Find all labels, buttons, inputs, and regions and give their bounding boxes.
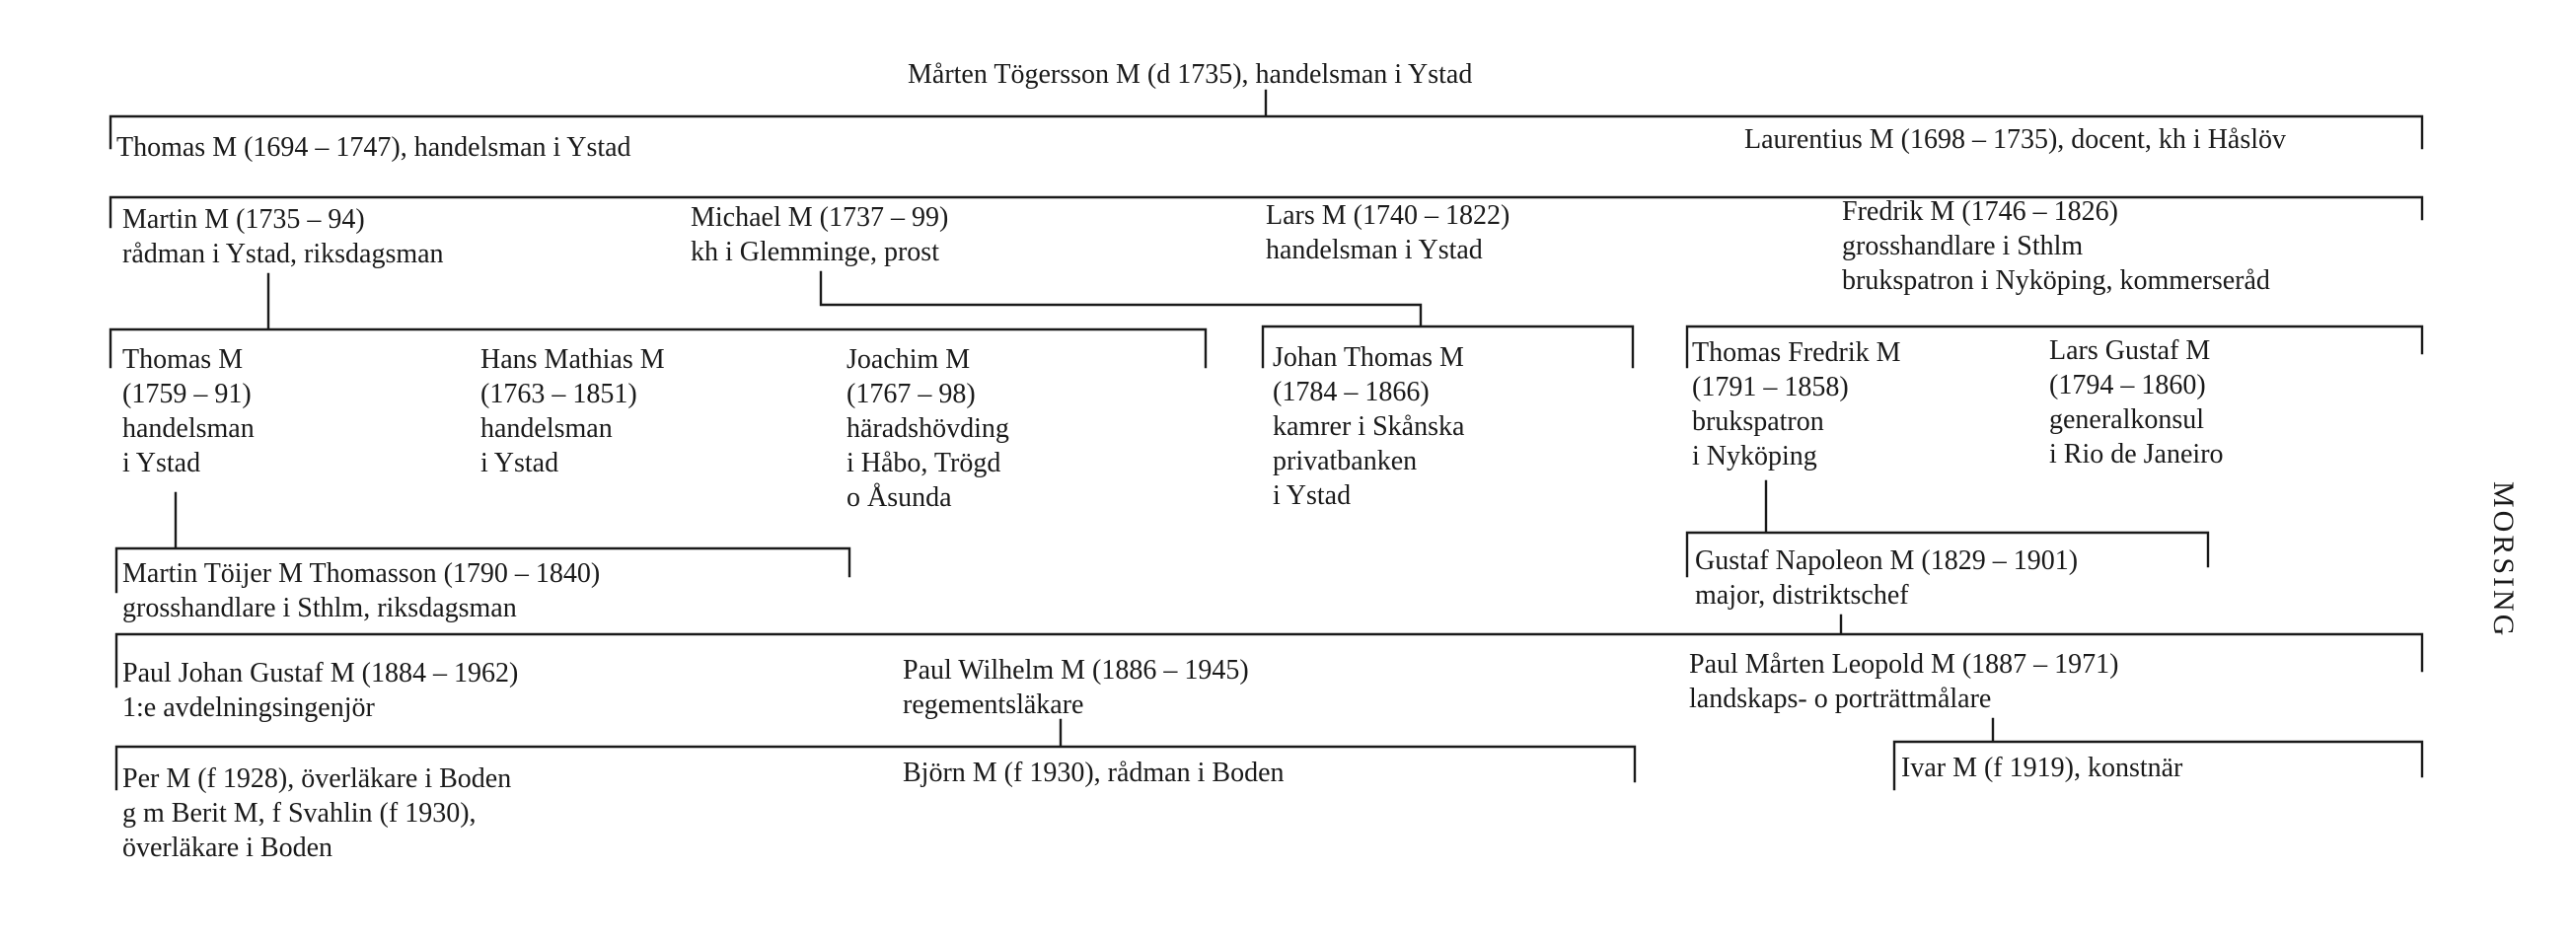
node-text-line: 1:e avdelningsingenjör bbox=[122, 692, 375, 723]
node-fredrik bbox=[1842, 194, 2270, 298]
node-text-line: Paul Wilhelm M (1886 – 1945) bbox=[903, 655, 1249, 686]
node-text-line: (1794 – 1860) bbox=[2049, 370, 2206, 400]
node-text-line: Mårten Tögersson M (d 1735), handelsman i Ystad bbox=[908, 59, 1473, 90]
node-text-line: i Ystad bbox=[480, 448, 559, 478]
node-text-line: Joachim M bbox=[846, 344, 971, 375]
node-text-line: handelsman bbox=[480, 413, 613, 444]
node-text-line: Martin M (1735 – 94) bbox=[122, 204, 365, 235]
node-michael bbox=[691, 200, 948, 269]
node-text-line: Per M (f 1928), överläkare i Boden bbox=[122, 763, 512, 794]
node-gustaf-napoleon bbox=[1695, 543, 2078, 613]
node-text-line: (1759 – 91) bbox=[122, 379, 252, 409]
node-martin-1735 bbox=[122, 202, 444, 271]
node-text-line: kamrer i Skånska bbox=[1273, 411, 1465, 442]
node-text-line: kh i Glemminge, prost bbox=[691, 237, 939, 267]
node-text-line: Thomas M (1694 – 1747), handelsman i Ystad bbox=[116, 132, 631, 163]
node-thomas-1759 bbox=[122, 342, 255, 480]
node-text-line: handelsman i Ystad bbox=[1266, 235, 1483, 265]
node-text-line: Gustaf Napoleon M (1829 – 1901) bbox=[1695, 545, 2079, 576]
node-per bbox=[122, 761, 511, 865]
node-paul-johan-gustaf bbox=[122, 656, 518, 725]
node-text-line: brukspatron bbox=[1692, 406, 1824, 437]
node-text-line: Thomas Fredrik M bbox=[1692, 337, 1901, 368]
node-text-line: Hans Mathias M bbox=[480, 344, 665, 375]
node-text-line: häradshövding bbox=[846, 413, 1009, 444]
node-thomas-1694 bbox=[116, 130, 631, 165]
node-paul-marten-leopold bbox=[1689, 647, 2119, 716]
node-text-line: o Åsunda bbox=[846, 482, 952, 513]
node-text-line: Martin Töijer M Thomasson (1790 – 1840) bbox=[122, 558, 601, 589]
node-text-line: Lars Gustaf M bbox=[2049, 335, 2211, 366]
node-lars-gustaf bbox=[2049, 333, 2224, 471]
node-text-line: (1763 – 1851) bbox=[480, 379, 637, 409]
node-text-line: (1791 – 1858) bbox=[1692, 372, 1849, 402]
node-lars-1740 bbox=[1266, 198, 1509, 267]
node-text-line: privatbanken bbox=[1273, 446, 1418, 476]
node-text-line: grosshandlare i Sthlm bbox=[1842, 231, 2084, 261]
node-text-line: Michael M (1737 – 99) bbox=[691, 202, 949, 233]
node-text-line: g m Berit M, f Svahlin (f 1930), bbox=[122, 798, 477, 829]
node-text-line: Johan Thomas M bbox=[1273, 342, 1464, 373]
node-text-line: Björn M (f 1930), rådman i Boden bbox=[903, 758, 1285, 788]
node-text-line: i Ystad bbox=[122, 448, 201, 478]
node-text-line: (1767 – 98) bbox=[846, 379, 976, 409]
node-text-line: överläkare i Boden bbox=[122, 833, 333, 863]
node-text-line: rådman i Ystad, riksdagsman bbox=[122, 239, 444, 269]
node-laurentius bbox=[1744, 122, 2286, 157]
node-text-line: i Rio de Janeiro bbox=[2049, 439, 2224, 470]
node-bjorn bbox=[903, 756, 1285, 790]
node-text-line: regementsläkare bbox=[903, 689, 1084, 720]
node-text-line: i Håbo, Trögd bbox=[846, 448, 1001, 478]
family-name-label: MORSING bbox=[2487, 481, 2520, 639]
node-text-line: landskaps- o porträttmålare bbox=[1689, 684, 1992, 714]
node-joachim bbox=[846, 342, 1009, 515]
node-text-line: i Ystad bbox=[1273, 480, 1352, 511]
node-text-line: Fredrik M (1746 – 1826) bbox=[1842, 196, 2118, 227]
node-text-line: (1784 – 1866) bbox=[1273, 377, 1430, 407]
node-text-line: generalkonsul bbox=[2049, 404, 2205, 435]
node-text-line: Ivar M (f 1919), konstnär bbox=[1901, 753, 2183, 783]
node-hans-mathias bbox=[480, 342, 665, 480]
node-text-line: brukspatron i Nyköping, kommerseråd bbox=[1842, 265, 2270, 296]
node-text-line: Lars M (1740 – 1822) bbox=[1266, 200, 1510, 231]
node-text-line: i Nyköping bbox=[1692, 441, 1817, 471]
node-ivar bbox=[1901, 751, 2182, 785]
node-text-line: Laurentius M (1698 – 1735), docent, kh i Håslöv bbox=[1744, 124, 2287, 155]
node-text-line: major, distriktschef bbox=[1695, 580, 1909, 611]
node-text-line: handelsman bbox=[122, 413, 255, 444]
node-paul-wilhelm bbox=[903, 653, 1249, 722]
node-martin-toijer bbox=[122, 556, 600, 625]
node-thomas-fredrik bbox=[1692, 335, 1901, 473]
node-text-line: Paul Johan Gustaf M (1884 – 1962) bbox=[122, 658, 519, 688]
node-johan-thomas bbox=[1273, 340, 1464, 513]
node-marten-togersson bbox=[908, 57, 1472, 92]
node-text-line: grosshandlare i Sthlm, riksdagsman bbox=[122, 593, 517, 623]
node-text-line: Thomas M bbox=[122, 344, 244, 375]
node-text-line: Paul Mårten Leopold M (1887 – 1971) bbox=[1689, 649, 2119, 680]
